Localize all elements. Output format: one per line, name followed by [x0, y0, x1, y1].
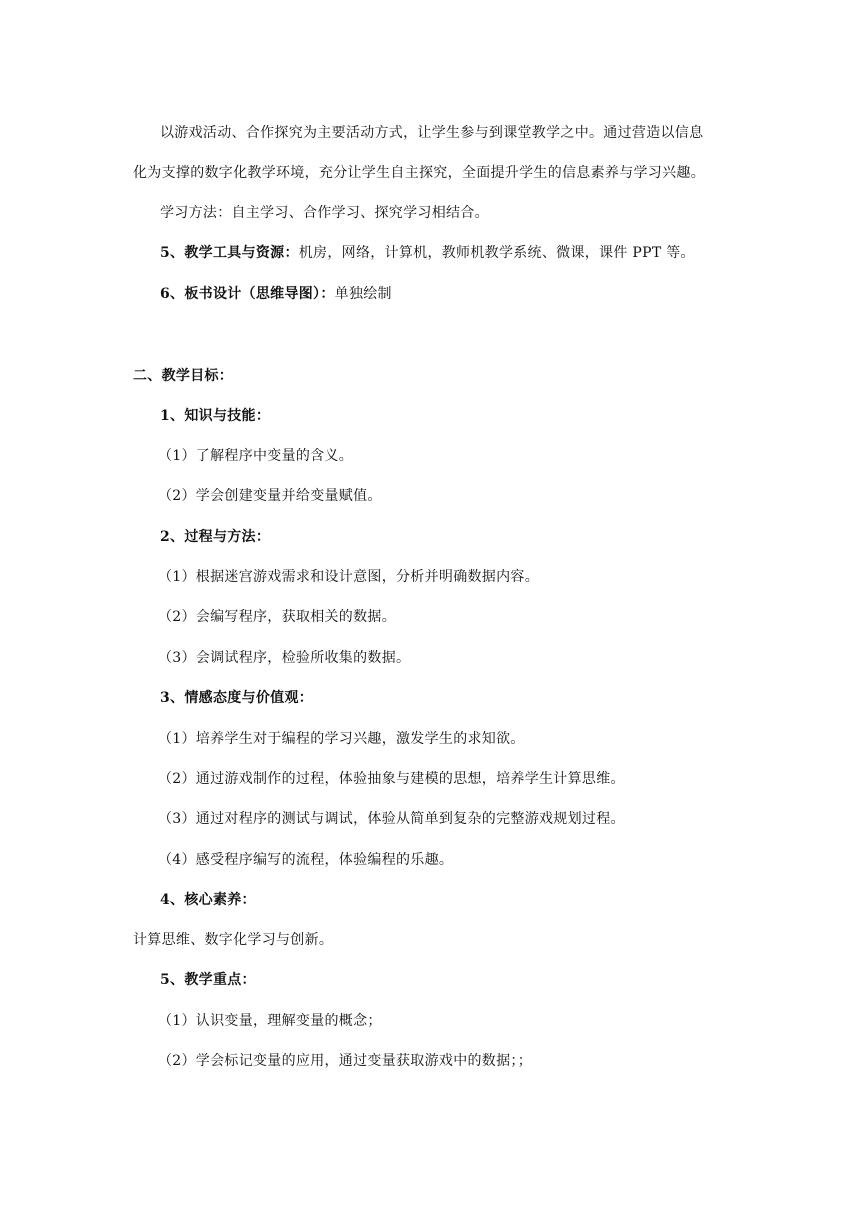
- literacy-text: 计算思维、数字化学习与创新。: [133, 932, 334, 948]
- tools-resources: [160, 243, 695, 263]
- list-item: （2）学会创建变量并给变量赋值。: [158, 488, 382, 504]
- list-item: （3）通过对程序的测试与调试，体验从简单到复杂的完整游戏规划过程。: [158, 811, 625, 827]
- learning-methods: 学习方法：自主学习、合作学习、探究学习相结合。: [160, 205, 489, 221]
- subsection-title: 4、核心素养：: [160, 892, 256, 908]
- list-item: （2）会编写程序，获取相关的数据。: [158, 609, 397, 625]
- paragraph-line: 化为支撑的数字化教学环境，充分让学生自主探究，全面提升学生的信息素养与学习兴趣。: [133, 165, 705, 181]
- subsection-title: 2、过程与方法：: [160, 529, 271, 545]
- section-heading: 二、教学目标：: [133, 368, 234, 384]
- list-item: （1）培养学生对于编程的学习兴趣，激发学生的求知欲。: [158, 731, 525, 747]
- list-item: （2）通过游戏制作的过程，体验抽象与建模的思想，培养学生计算思维。: [158, 771, 625, 787]
- tools-label: 5、教学工具与资源：: [160, 245, 299, 261]
- list-item: （1）认识变量，理解变量的概念；: [158, 1013, 382, 1029]
- list-item: （1）根据迷宫游戏需求和设计意图，分析并明确数据内容。: [158, 569, 540, 585]
- subsection-title: 1、知识与技能：: [160, 408, 271, 424]
- board-text: 单独绘制: [334, 286, 392, 302]
- list-item: （2）学会标记变量的应用，通过变量获取游戏中的数据；；: [158, 1053, 533, 1069]
- tools-text: 机房，网络，计算机，教师机教学系统、微课，课件 PPT 等。: [298, 245, 695, 261]
- list-item: （1）了解程序中变量的含义。: [158, 448, 354, 464]
- subsection-title: 5、教学重点：: [160, 972, 256, 988]
- board-label: 6、板书设计（思维导图）：: [160, 286, 335, 302]
- list-item: （3）会调试程序，检验所收集的数据。: [158, 650, 411, 666]
- subsection-title: 3、情感态度与价值观：: [160, 690, 314, 706]
- paragraph-line: 以游戏活动、合作探究为主要活动方式，让学生参与到课堂教学之中。通过营造以信息: [160, 125, 704, 141]
- list-item: （4）感受程序编写的流程，体验编程的乐趣。: [158, 852, 454, 868]
- board-design: [160, 284, 392, 304]
